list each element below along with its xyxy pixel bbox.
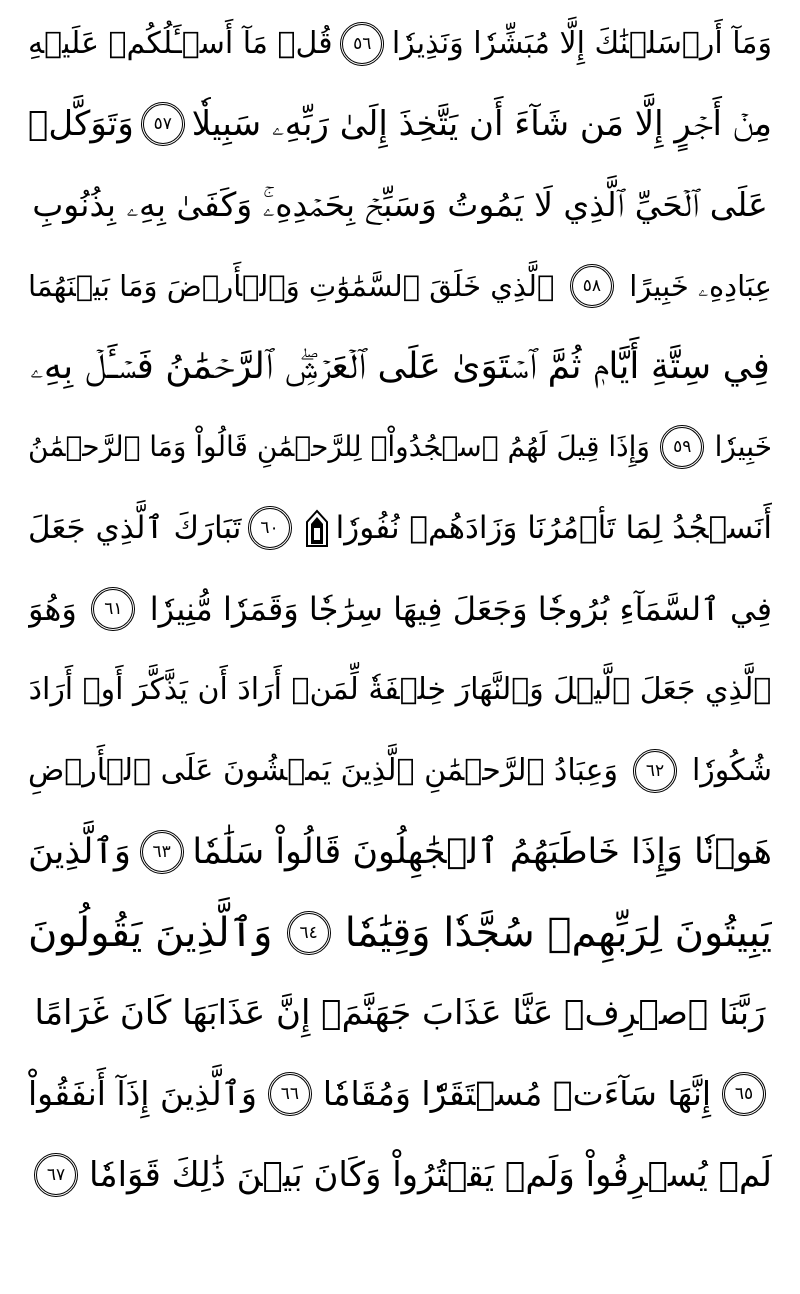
verse-text: فِي ٱلسَّمَآءِ بُرُوجٗا وَجَعَلَ فِيهَا سِرَٰجٗا وَقَمَرٗا مُّنِيرٗا (149, 590, 772, 628)
verse-line (28, 407, 772, 487)
verse-text: وَٱلَّذِينَ إِذَآ أَنفَقُواْ (28, 1074, 257, 1113)
ayah-number-marker: ٦٠ (248, 506, 292, 550)
ayah-number-marker: ٥٧ (141, 102, 185, 146)
verse-text: شُكُورٗا (691, 753, 772, 788)
verse-line (28, 327, 772, 407)
verse-text: وَهُوَ (28, 590, 77, 628)
verse-text: أَنَسۡجُدُ لِمَا تَأۡمُرُنَا وَزَادَهُمۡ نُفُورٗا (335, 510, 772, 546)
verse-text: مِنۡ أَجۡرٍ إِلَّا مَن شَآءَ أَن يَتَّخِذَ إِلَىٰ رَبِّهِۦ سَبِيلٗا (191, 104, 772, 144)
ayah-number-marker: ٦٥ (722, 1072, 766, 1116)
verse-line (28, 650, 772, 730)
verse-text: يَبِيتُونَ لِرَبِّهِمۡ سُجَّدٗا وَقِيَٰمٗا (344, 910, 772, 956)
sajda-mark-icon (302, 506, 332, 550)
ayah-number-marker: ٦٦ (268, 1072, 312, 1116)
verse-text: وَإِذَا قِيلَ لَهُمُ ٱسۡجُدُواْۤ لِلرَّحۡمَٰنِ قَالُواْ وَمَا ٱلرَّحۡمَٰنُ (28, 430, 650, 463)
verse-text: لَمۡ يُسۡرِفُواْ وَلَمۡ يَقۡتُرُواْ وَكَانَ بَيۡنَ ذَٰلِكَ قَوَامٗا (89, 1155, 772, 1195)
verse-line (28, 973, 772, 1053)
verse-line (28, 165, 772, 245)
verse-text: فِي سِتَّةِ أَيَّامٖ ثُمَّ ٱسۡتَوَىٰ عَلَى ٱلۡعَرۡشِۖ ٱلرَّحۡمَٰنُ فَسۡـَٔلۡ بِهِۦ (30, 346, 770, 387)
verse-text: عِبَادِهِۦ خَبِيرًا (629, 269, 772, 303)
verse-line (28, 731, 772, 811)
verse-line (28, 246, 772, 326)
verse-line (28, 4, 772, 84)
verse-text: وَتَوَكَّلۡ (28, 104, 134, 144)
verse-text: وَٱلَّذِينَ (28, 832, 131, 872)
verse-text: إِنَّهَا سَآءَتۡ مُسۡتَقَرّٗا وَمُقَامٗا (322, 1074, 712, 1113)
verse-line (28, 569, 772, 649)
verse-text: قُلۡ مَآ أَسۡـَٔلُكُمۡ عَلَيۡهِ (28, 26, 333, 61)
verse-text: رَبَّنَا ٱصۡرِفۡ عَنَّا عَذَابَ جَهَنَّمَۖ إِنَّ عَذَابَهَا كَانَ غَرَامًا (34, 993, 766, 1033)
verse-line (28, 84, 772, 164)
verse-text: خَبِيرٗا (714, 430, 772, 463)
verse-line (28, 812, 772, 892)
ayah-number-marker: ٥٦ (340, 22, 384, 66)
ayah-number-marker: ٦٧ (34, 1153, 78, 1197)
ayah-number-marker: ٦١ (91, 587, 135, 631)
verse-text: وَمَآ أَرۡسَلۡنَٰكَ إِلَّا مُبَشِّرٗا وَنَذِيرٗا (391, 26, 772, 61)
verse-text: هَوۡنٗا وَإِذَا خَاطَبَهُمُ ٱلۡجَٰهِلُونَ قَالُواْ سَلَٰمٗا (192, 832, 772, 872)
verse-line (28, 488, 772, 568)
verse-text: تَبَارَكَ ٱلَّذِي جَعَلَ (28, 510, 242, 546)
ayah-number-marker: ٦٣ (140, 830, 184, 874)
verse-text: وَعِبَادُ ٱلرَّحۡمَٰنِ ٱلَّذِينَ يَمۡشُونَ عَلَى ٱلۡأَرۡضِ (28, 753, 618, 788)
verse-text: ٱلَّذِي جَعَلَ ٱلَّيۡلَ وَٱلنَّهَارَ خِلۡفَةٗ لِّمَنۡ أَرَادَ أَن يَذَّكَّرَ أَوۡ أَرَادَ (28, 672, 772, 707)
ayah-number-marker: ٥٨ (570, 264, 614, 308)
verse-text: ٱلَّذِي خَلَقَ ٱلسَّمَٰوَٰتِ وَٱلۡأَرۡضَ وَمَا بَيۡنَهُمَا (28, 269, 555, 303)
verse-line (28, 1054, 772, 1134)
verse-text: وَٱلَّذِينَ يَقُولُونَ (28, 910, 273, 956)
ayah-number-marker: ٦٢ (633, 749, 677, 793)
ayah-number-marker: ٦٤ (287, 911, 331, 955)
ayah-number-marker: ٥٩ (660, 425, 704, 469)
verse-text: عَلَى ٱلۡحَيِّ ٱلَّذِي لَا يَمُوتُ وَسَبِّحۡ بِحَمۡدِهِۦۚ وَكَفَىٰ بِهِۦ بِذُنُوبِ (32, 185, 768, 224)
verse-line (28, 893, 772, 973)
verse-line (28, 1135, 772, 1215)
